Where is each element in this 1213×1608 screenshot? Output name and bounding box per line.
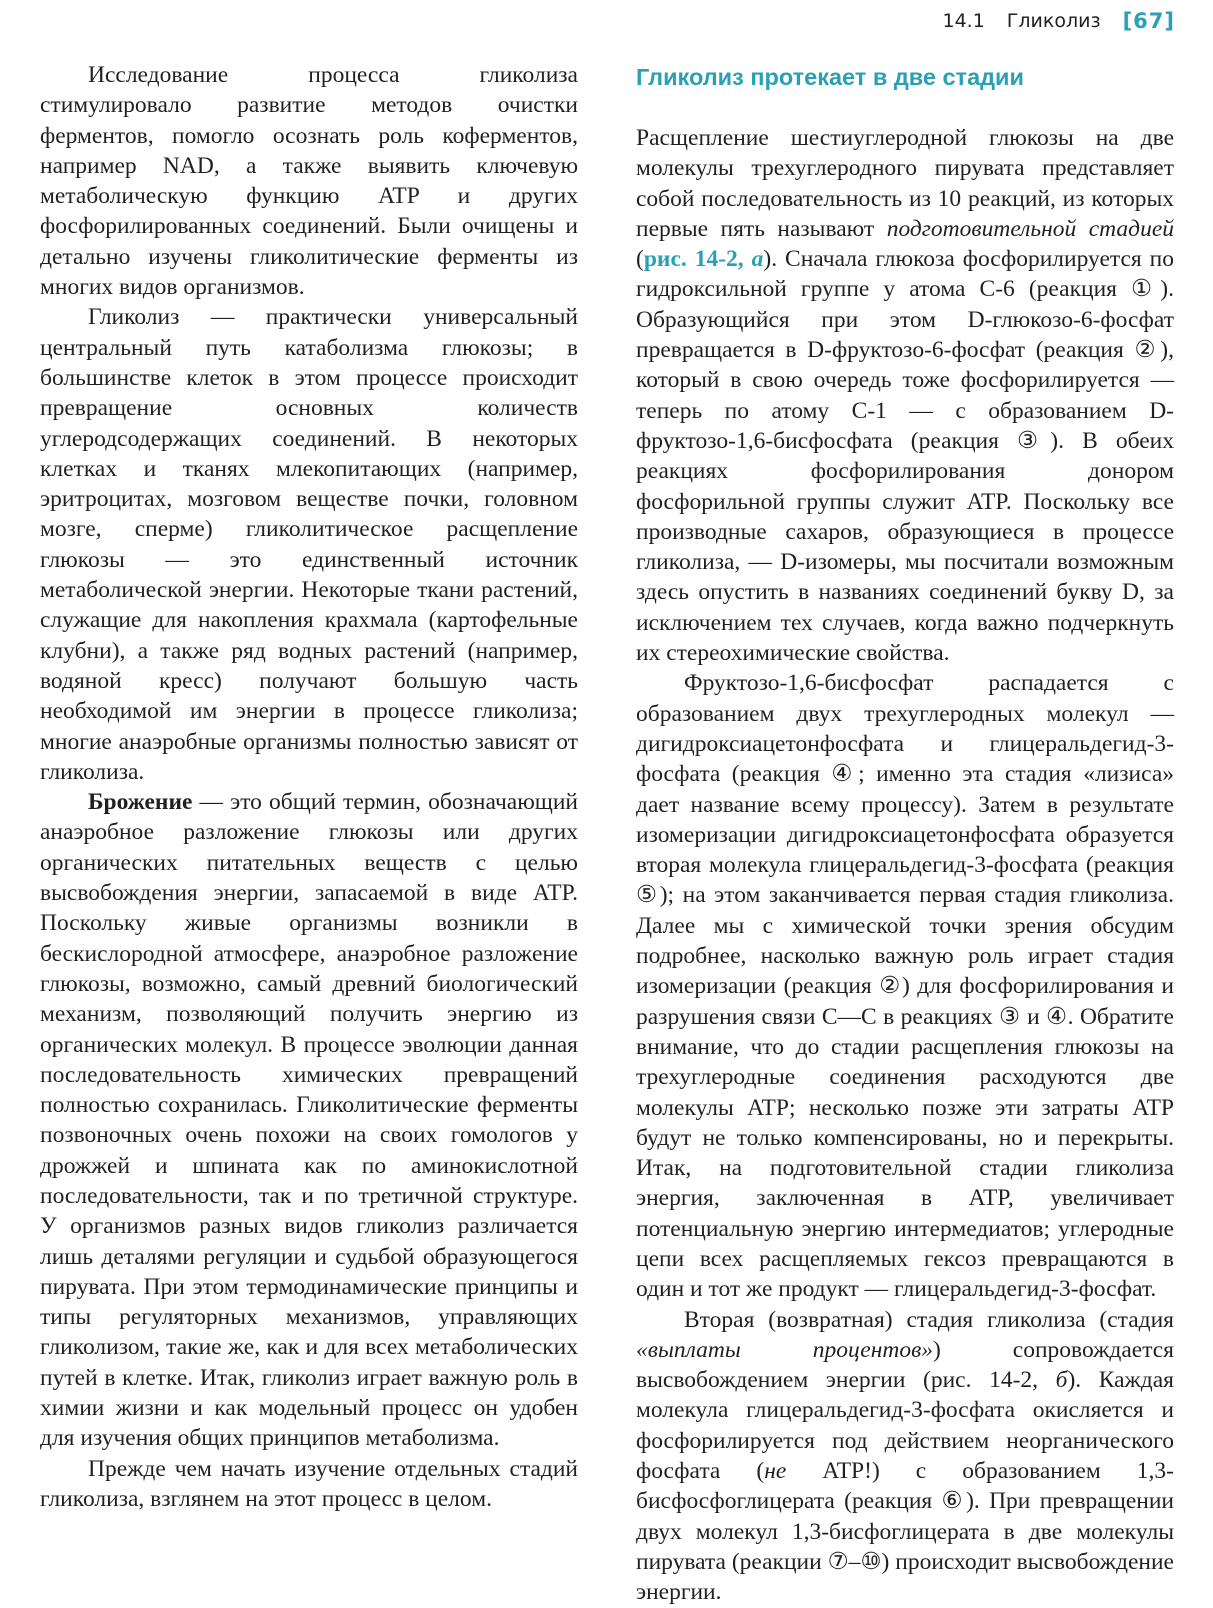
italic-term: «выплаты процентов»: [636, 1336, 934, 1363]
paragraph-text: — это общий термин, обозначающий анаэробное разложение глюкозы или других органических питательных веществ с целью высвобождения энергии, запасаемой в виде ATP. Поскольку живые организмы возникли в бескислородной атмосфере, анаэробное разложение глюкозы, возможно, самый древний биологический механизм, позволяющий получить энергию из органических молекул. В процессе эволюции данная последовательность химических превращений полностью сохранилась. Гликолитические ферменты позвоночных очень похожи на своих гомологов у дрожжей и шпината как по аминокислотной последовательности, так и по третичной структуре. У организмов разных видов гликолиз различается лишь деталями регуляции и судьбой образующегося пирувата. При этом термодинамические принципы и типы регуляторных механизмов, управляющих гликолизом, такие же, как и для всех метаболических путей в клетке. Итак, гликолиз играет важную роль в химии жизни и как модельный процесс он удобен для изучения общих принципов метаболизма.: [40, 789, 578, 1452]
figure-reference: [644, 246, 764, 272]
paragraph: [636, 123, 1174, 668]
italic-term: подготовительной стадией: [886, 215, 1174, 242]
paragraph-text: ). Сначала глюкоза фосфорилируется по гидроксильной группе у атома С-6 (реакция ①). Образующийся при этом D-глюкозо-6-фосфат превращается в D-фруктозо-6-фосфат (реакция ②), который в свою очередь тоже фосфорилируется — теперь по атому С-1 — с образованием D-фруктозо-1,6-бисфосфата (реакция ③). В обеих реакциях фосфорилирования донором фосфорильной группы служит ATP. Поскольку все производные сахаров, образующиеся в процессе гликолиза, — D-изомеры, мы посчитали возможным здесь опустить в названиях соединений букву D, за исключением тех случаев, когда важно подчеркнуть их стереохимические свойства.: [636, 246, 1174, 667]
paragraph: Прежде чем начать изучение отдельных стадий гликолиза, взглянем на этот процесс в целом.: [40, 1455, 578, 1512]
paragraph: [40, 787, 578, 1454]
header-chapter-title: Гликолиз: [1006, 10, 1101, 32]
paragraph: Фруктозо-1,6-бисфосфат распадается с образованием двух трехуглеродных молекул — дигидроксиацетонфосфата и глицеральдегид-3-фосфата (реакция ④; именно эта стадия «лизиса» дает название всему процессу). Затем в результате изомеризации дигидроксиацетонфосфата образуется вторая молекула глицеральдегид-3-фосфата (реакция ⑤); на этом заканчивается первая стадия гликолиза. Далее мы с химической точки зрения обсудим подробнее, насколько важную роль играет стадия изомеризации (реакция ②) для фосфорилирования и разрушения связи С—С в реакциях ③ и ④. Обратите внимание, что до стадии расщепления глюкозы на трехуглеродные соединения расходуются две молекулы ATP; несколько позже эти затраты ATP будут не только компенсированы, но и перекрыты. Итак, на подготовительной стадии гликолиза энергия, заключенная в ATP, увеличивает потенциальную энергию интермедиатов; углеродные цепи всех расщепляемых гексоз превращаются в один и тот же продукт — глицеральдегид-3-фосфат.: [636, 670, 1174, 1303]
paragraph-text: Гликолиз — практически универсальный центральный путь катаболизма глюкозы; в большинстве клеток в этом процессе происходит превращение основных количеств углеродсодержащих соединений. В некоторых клетках и тканях млекопитающих (например, эритроцитах, мозговом веществе почки, головном мозге, сперме) гликолитическое расщепление глюкозы — это единственный источник метаболической энергии. Некоторые ткани растений, служащие для накопления крахмала (картофельные клубни), а также ряд водных растений (например, водяной кресс) получают большую часть необходимой им энергии в процессе гликолиза; многие анаэробные организмы полностью зависят от гликолиза.: [40, 304, 578, 785]
italic-word: не: [764, 1458, 787, 1485]
paragraph: [636, 1305, 1174, 1608]
left-column: [40, 60, 578, 1514]
section-heading: Гликолиз протекает в две стадии: [636, 64, 1024, 90]
paragraph-text: ATP!) с образованием 1,3-бисфосфоглицерата (реакция ⑥). При превращении двух молекул 1,3-бисфоглицерата в две молекулы пирувата (реакции ⑦–⑩) происходит высвобождение энергии.: [636, 1458, 1174, 1606]
paragraph: [40, 302, 578, 787]
right-column: [636, 60, 1174, 1608]
paragraph-text: ) сопровождается высвобождением энергии (рис. 14-2,: [636, 1336, 1174, 1394]
figure-reference-text: рис. 14-2,: [643, 246, 752, 273]
running-header: [942, 4, 1175, 38]
paragraph-text: ). Каждая молекула глицеральдегид-3-фосфата окисляется и фосфорилируется под действием неорганического фосфата (: [636, 1367, 1174, 1485]
page-number: [67]: [1122, 9, 1175, 33]
bold-term: Брожение: [88, 789, 193, 816]
header-section-number: 14.1: [942, 10, 985, 32]
paragraph-text: (: [636, 246, 644, 273]
figure-reference-letter: а: [751, 246, 764, 273]
paragraph-text: Расщепление шестиуглеродной глюкозы на две молекулы трехуглеродного пирувата представляет собой последовательность из 10 реакций, из которых первые пять называют: [636, 125, 1174, 242]
paragraph-text: Вторая (возвратная) стадия гликолиза (стадия: [684, 1306, 1174, 1333]
italic-letter: б: [1055, 1367, 1068, 1394]
paragraph: Исследование процесса гликолиза стимулировало развитие методов очистки ферментов, помогло осознать роль коферментов, например NAD, а также выявить ключевую метаболическую функцию ATP и других фосфорилированных соединений. Были очищены и детально изучены гликолитические ферменты из многих видов организмов.: [40, 62, 578, 301]
